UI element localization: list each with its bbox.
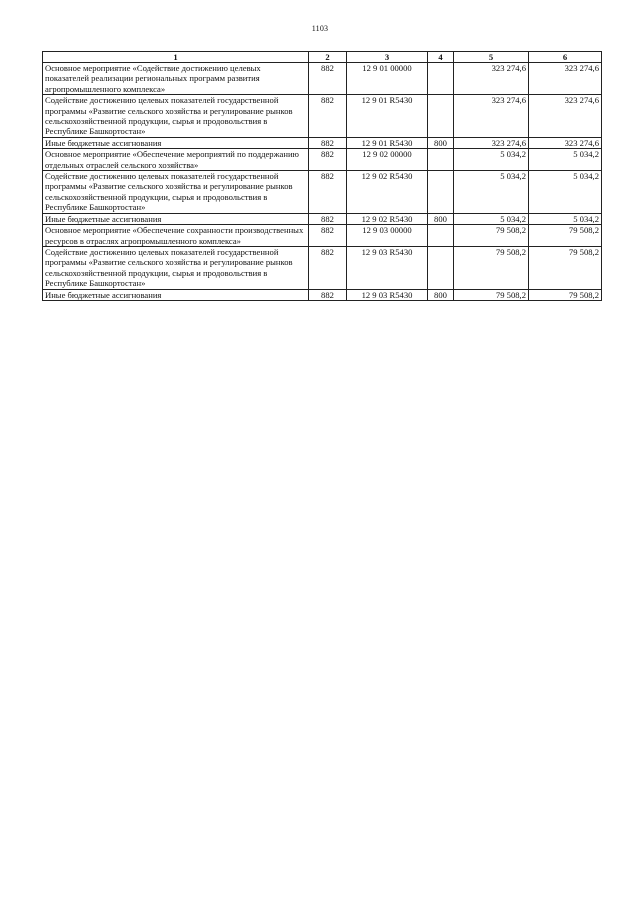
header-col-name: 1 xyxy=(43,52,309,63)
cell-sum-1: 5 034,2 xyxy=(454,213,529,224)
cell-type xyxy=(428,149,454,171)
table-row xyxy=(43,95,602,138)
cell-type: 800 xyxy=(428,137,454,148)
cell-sum-2: 5 034,2 xyxy=(529,149,602,171)
cell-type xyxy=(428,171,454,214)
cell-sum-2: 79 508,2 xyxy=(529,246,602,289)
table-row xyxy=(43,137,602,148)
table-row xyxy=(43,213,602,224)
cell-sum-1: 323 274,6 xyxy=(454,137,529,148)
cell-sum-2: 323 274,6 xyxy=(529,95,602,138)
cell-type: 800 xyxy=(428,213,454,224)
cell-sum-1: 79 508,2 xyxy=(454,225,529,247)
cell-admin: 882 xyxy=(309,213,347,224)
header-col-sum-1: 5 xyxy=(454,52,529,63)
cell-name: Содействие достижению целевых показателей государственной программы «Развитие сельского хозяйства и регулирование рынков сельскохозяйственной продукции, сырья и продовольствия в Республике Башкортостан» xyxy=(43,171,309,214)
cell-sum-1: 323 274,6 xyxy=(454,63,529,95)
cell-name: Основное мероприятие «Обеспечение мероприятий по поддержанию отдельных отраслей сельского хозяйства» xyxy=(43,149,309,171)
cell-name: Содействие достижению целевых показателей государственной программы «Развитие сельского хозяйства и регулирование рынков сельскохозяйственной продукции, сырья и продовольствия в Республике Башкортостан» xyxy=(43,95,309,138)
cell-code: 12 9 02 R5430 xyxy=(347,213,428,224)
cell-type: 800 xyxy=(428,289,454,300)
table-row xyxy=(43,63,602,95)
cell-name: Основное мероприятие «Содействие достижению целевых показателей реализации региональных программ развития агропромышленного комплекса» xyxy=(43,63,309,95)
cell-code: 12 9 02 R5430 xyxy=(347,171,428,214)
cell-name: Содействие достижению целевых показателей государственной программы «Развитие сельского хозяйства и регулирование рынков сельскохозяйственной продукции, сырья и продовольствия в Республике Башкортостан» xyxy=(43,246,309,289)
header-col-admin: 2 xyxy=(309,52,347,63)
cell-sum-2: 79 508,2 xyxy=(529,289,602,300)
cell-admin: 882 xyxy=(309,137,347,148)
cell-admin: 882 xyxy=(309,149,347,171)
cell-type xyxy=(428,63,454,95)
cell-code: 12 9 01 00000 xyxy=(347,63,428,95)
cell-admin: 882 xyxy=(309,171,347,214)
cell-name: Основное мероприятие «Обеспечение сохранности производственных ресурсов в отраслях агропромышленного комплекса» xyxy=(43,225,309,247)
cell-sum-1: 79 508,2 xyxy=(454,289,529,300)
header-col-sum-2: 6 xyxy=(529,52,602,63)
cell-sum-1: 79 508,2 xyxy=(454,246,529,289)
table-row xyxy=(43,225,602,247)
table-row xyxy=(43,246,602,289)
cell-name: Иные бюджетные ассигнования xyxy=(43,213,309,224)
cell-admin: 882 xyxy=(309,95,347,138)
table-row xyxy=(43,171,602,214)
cell-sum-2: 5 034,2 xyxy=(529,171,602,214)
table-row xyxy=(43,289,602,300)
cell-sum-1: 5 034,2 xyxy=(454,149,529,171)
budget-table xyxy=(42,51,602,301)
cell-code: 12 9 02 00000 xyxy=(347,149,428,171)
table-row xyxy=(43,149,602,171)
cell-sum-2: 323 274,6 xyxy=(529,137,602,148)
header-col-type: 4 xyxy=(428,52,454,63)
cell-code: 12 9 03 R5430 xyxy=(347,289,428,300)
cell-admin: 882 xyxy=(309,63,347,95)
cell-name: Иные бюджетные ассигнования xyxy=(43,137,309,148)
cell-code: 12 9 03 00000 xyxy=(347,225,428,247)
cell-code: 12 9 01 R5430 xyxy=(347,137,428,148)
cell-code: 12 9 03 R5430 xyxy=(347,246,428,289)
cell-sum-1: 5 034,2 xyxy=(454,171,529,214)
cell-admin: 882 xyxy=(309,246,347,289)
cell-code: 12 9 01 R5430 xyxy=(347,95,428,138)
cell-type xyxy=(428,225,454,247)
cell-type xyxy=(428,246,454,289)
cell-sum-1: 323 274,6 xyxy=(454,95,529,138)
cell-sum-2: 323 274,6 xyxy=(529,63,602,95)
page-number: 1103 xyxy=(311,24,329,33)
cell-sum-2: 5 034,2 xyxy=(529,213,602,224)
cell-name: Иные бюджетные ассигнования xyxy=(43,289,309,300)
cell-sum-2: 79 508,2 xyxy=(529,225,602,247)
table-header-row xyxy=(43,52,602,63)
cell-type xyxy=(428,95,454,138)
cell-admin: 882 xyxy=(309,225,347,247)
cell-admin: 882 xyxy=(309,289,347,300)
header-col-code: 3 xyxy=(347,52,428,63)
